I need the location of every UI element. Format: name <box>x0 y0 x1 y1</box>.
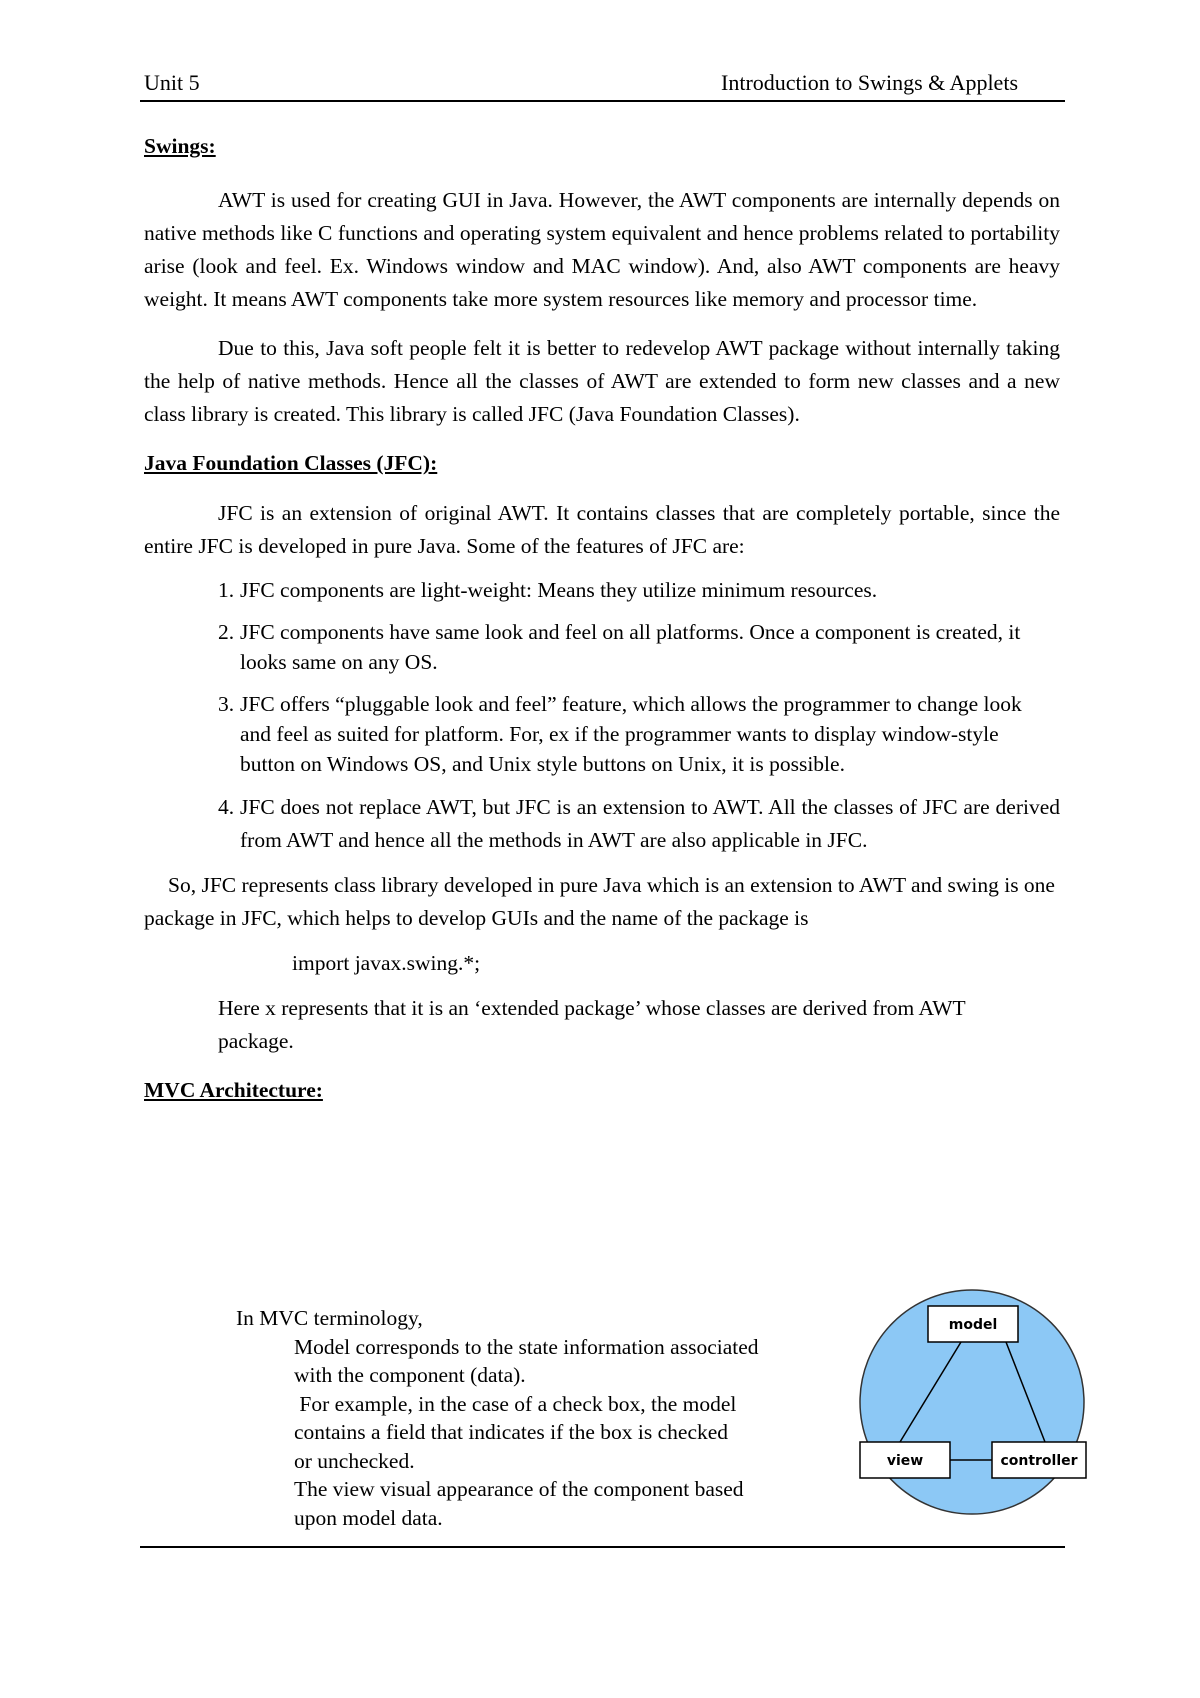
paragraph-jfc-summary: So, JFC represents class library developed in pure Java which is an extension to AWT and swing is one package in JFC, which helps to develop GUIs and the name of the package is <box>144 873 1055 930</box>
model-label: model <box>948 1317 998 1333</box>
header-unit: Unit 5 <box>144 70 200 95</box>
list-number: 1. <box>218 578 235 602</box>
list-number: 2. <box>218 620 235 644</box>
list-number: 4. <box>218 795 235 819</box>
import-statement: import javax.swing.*; <box>292 951 481 975</box>
list-item <box>218 617 1060 677</box>
list-number: 3. <box>218 692 235 716</box>
paragraph-redevelop: Due to this, Java soft people felt it is better to redevelop AWT package without internally taking the help of native methods. Hence all the classes of AWT are extended to form new classes and a new class library is created. This library is called JFC (Java Foundation Classes). <box>144 336 1060 426</box>
mvc-line: Model corresponds to the state information associated <box>294 1334 759 1359</box>
list-item-text: JFC does not replace AWT, but JFC is an extension to AWT. All the classes of JFC are derived from AWT and hence all the methods in AWT are also applicable in JFC. <box>240 795 1060 852</box>
footer-rule <box>140 1546 1065 1548</box>
mvc-description <box>236 1304 836 1532</box>
paragraph-x-note: Here x represents that it is an ‘extended package’ whose classes are derived from AWT package. <box>218 996 966 1053</box>
mvc-line: upon model data. <box>294 1505 443 1530</box>
list-item-text: JFC components are light-weight: Means they utilize minimum resources. <box>240 578 878 602</box>
list-item-text: JFC offers “pluggable look and feel” feature, which allows the programmer to change look and feel as suited for platform. For, ex if the programmer wants to display window-style button on Windows OS, and Unix style buttons on Unix, it is possible. <box>240 692 1022 776</box>
paragraph-jfc-intro: JFC is an extension of original AWT. It contains classes that are completely portable, since the entire JFC is developed in pure Java. Some of the features of JFC are: <box>144 501 1060 558</box>
header-rule <box>140 100 1065 102</box>
mvc-diagram <box>858 1288 1088 1516</box>
list-item <box>218 791 1060 857</box>
mvc-line: contains a field that indicates if the box is checked <box>294 1420 729 1444</box>
main-content <box>144 130 1060 1117</box>
mvc-line: or unchecked. <box>294 1448 415 1473</box>
list-item <box>218 575 1060 605</box>
jfc-feature-list <box>144 575 1060 857</box>
controller-label: controller <box>1000 1453 1078 1469</box>
view-label: view <box>886 1453 924 1469</box>
section-heading-mvc: MVC Architecture: <box>144 1078 323 1102</box>
header-title: Introduction to Swings & Applets <box>721 70 1018 95</box>
mvc-line: with the component (data). <box>294 1363 526 1387</box>
mvc-intro: In MVC terminology, <box>236 1306 423 1330</box>
list-item-text: JFC components have same look and feel on all platforms. Once a component is created, it looks same on any OS. <box>240 620 1021 674</box>
mvc-line: The view visual appearance of the component based <box>294 1477 744 1501</box>
section-heading-swings: Swings: <box>144 134 216 158</box>
list-item <box>218 689 1060 779</box>
mvc-line: For example, in the case of a check box, the model <box>294 1391 737 1416</box>
section-heading-jfc: Java Foundation Classes (JFC): <box>144 451 438 475</box>
paragraph-awt: AWT is used for creating GUI in Java. However, the AWT components are internally depends on native methods like C functions and operating system equivalent and hence problems related to portability arise (look and feel. Ex. Windows window and MAC window). And, also AWT components are heavy weight. It means AWT components take more system resources like memory and processor time. <box>144 188 1060 311</box>
